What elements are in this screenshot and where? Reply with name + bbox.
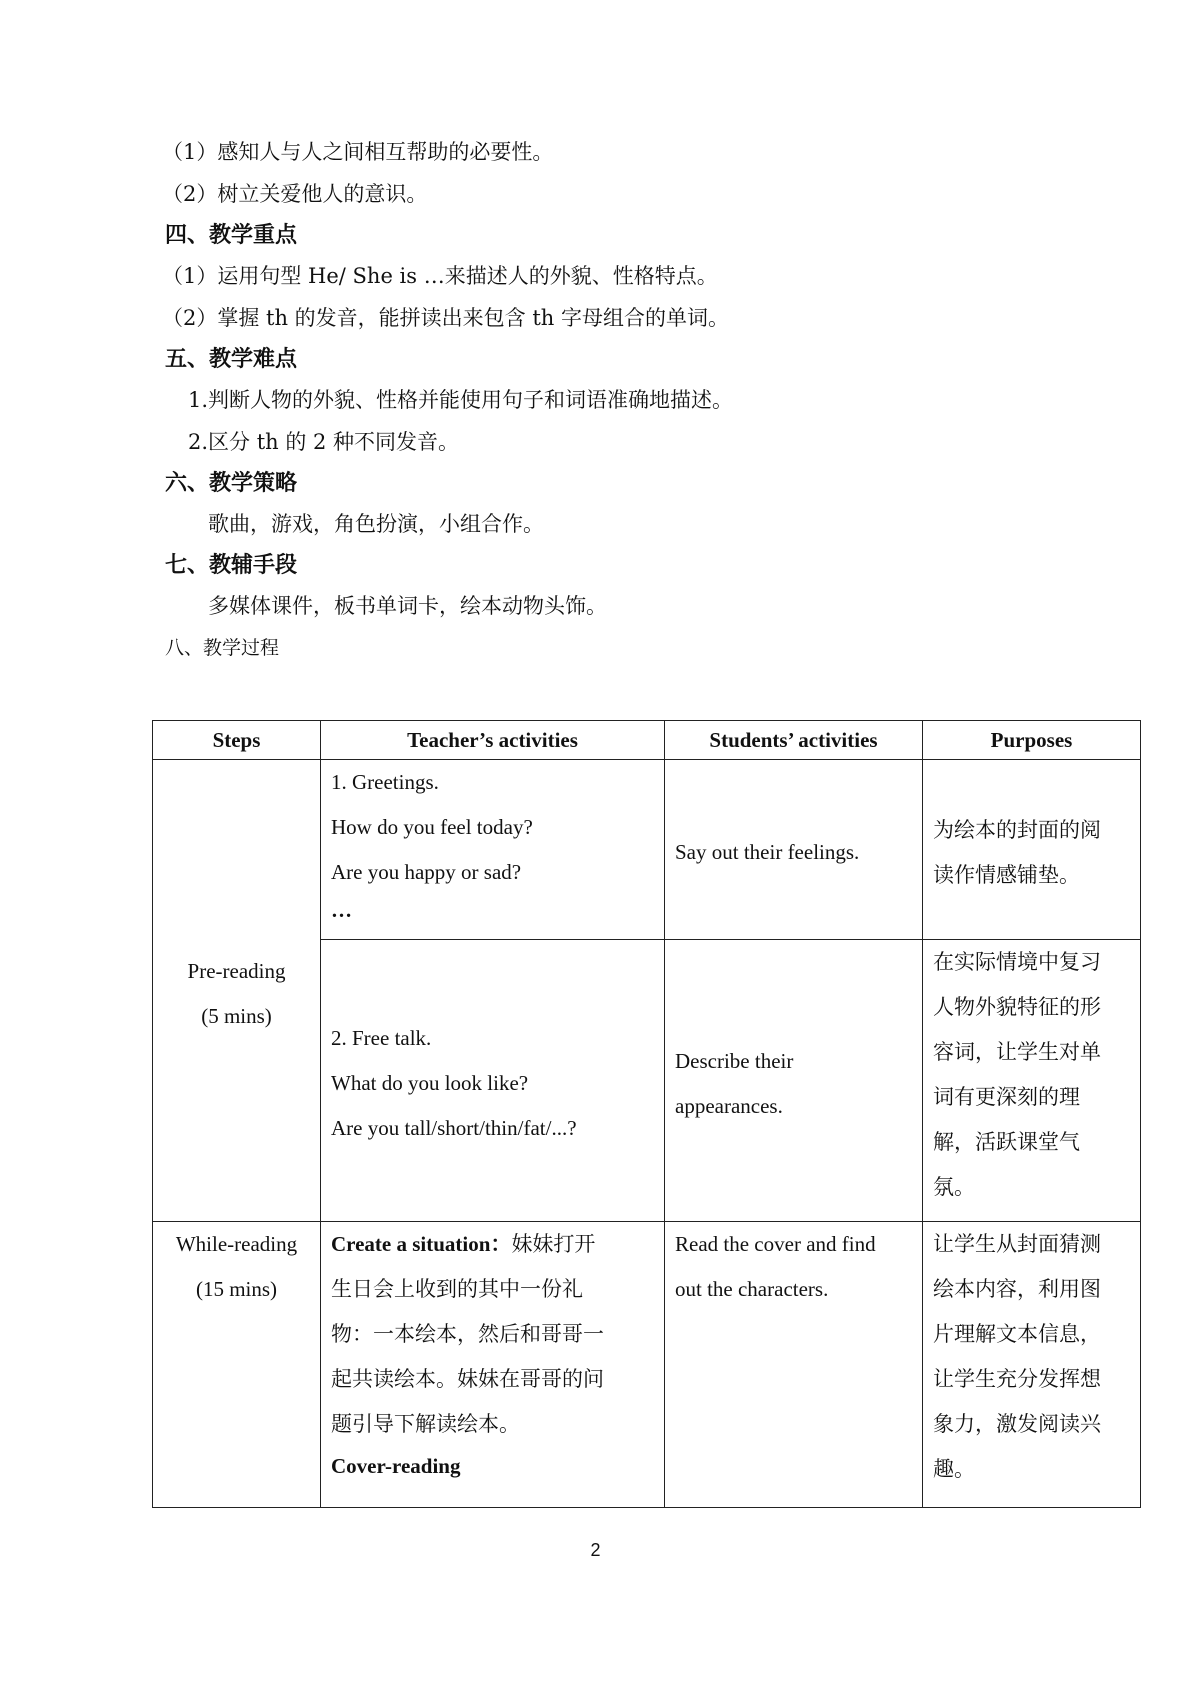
aim-line-1: （1）感知人与人之间相互帮助的必要性。	[162, 140, 554, 164]
step-while-reading: While-reading (15 mins)	[153, 1222, 321, 1508]
section-heading-key-points: 四、教学重点	[165, 223, 298, 248]
section-heading-strategies: 六、教学策略	[165, 471, 298, 496]
purposes-feelings: 为绘本的封面的阅 读作情感铺垫。	[923, 760, 1141, 940]
students-activities-cover: Read the cover and find out the characters.	[665, 1222, 923, 1508]
table-row	[153, 1222, 1141, 1508]
purposes-adjectives: 在实际情境中复习 人物外貌特征的形 容词，让学生对单 词有更深刻的理 解，活跃课堂气 氛。	[923, 940, 1141, 1222]
aids-text: 多媒体课件，板书单词卡，绘本动物头饰。	[208, 594, 607, 618]
page-number: 2	[590, 1540, 601, 1560]
table-header-row	[153, 721, 1141, 760]
difficulty-2: 2.区分 th 的 2 种不同发音。	[188, 430, 460, 454]
header-steps: Steps	[153, 721, 321, 760]
section-heading-aids: 七、教辅手段	[165, 553, 298, 578]
header-teacher-activities: Teacher’s activities	[321, 721, 665, 760]
teacher-activities-situation: Create a situation：妹妹打开 生日会上收到的其中一份礼 物：一本绘本，然后和哥哥一 起共读绘本。妹妹在哥哥的问 题引导下解读绘本。 Cover-reading	[321, 1222, 665, 1508]
strategies-text: 歌曲，游戏，角色扮演，小组合作。	[208, 512, 544, 536]
aim-line-2: （2）树立关爱他人的意识。	[162, 182, 428, 206]
students-activities-feelings: Say out their feelings.	[665, 760, 923, 940]
teaching-process-table	[152, 720, 1141, 1508]
section-heading-process: 八、教学过程	[165, 637, 280, 659]
purposes-cover: 让学生从封面猜测 绘本内容，利用图 片理解文本信息， 让学生充分发挥想 象力，激发阅读兴 趣。	[923, 1222, 1141, 1508]
students-activities-describe: Describe their appearances.	[665, 940, 923, 1222]
key-point-1: （1）运用句型 He/ She is …来描述人的外貌、性格特点。	[162, 264, 718, 288]
teacher-activities-free-talk: 2. Free talk. What do you look like? Are you tall/short/thin/fat/...?	[321, 940, 665, 1222]
difficulty-1: 1.判断人物的外貌、性格并能使用句子和词语准确地描述。	[188, 388, 734, 412]
header-purposes: Purposes	[923, 721, 1141, 760]
table-row	[153, 760, 1141, 940]
header-students-activities: Students’ activities	[665, 721, 923, 760]
step-pre-reading: Pre-reading (5 mins)	[153, 760, 321, 1222]
section-heading-difficulties: 五、教学难点	[165, 347, 298, 372]
teacher-activities-greetings: 1. Greetings. How do you feel today? Are you happy or sad? …	[321, 760, 665, 940]
key-point-2: （2）掌握 th 的发音，能拼读出来包含 th 字母组合的单词。	[162, 306, 729, 330]
